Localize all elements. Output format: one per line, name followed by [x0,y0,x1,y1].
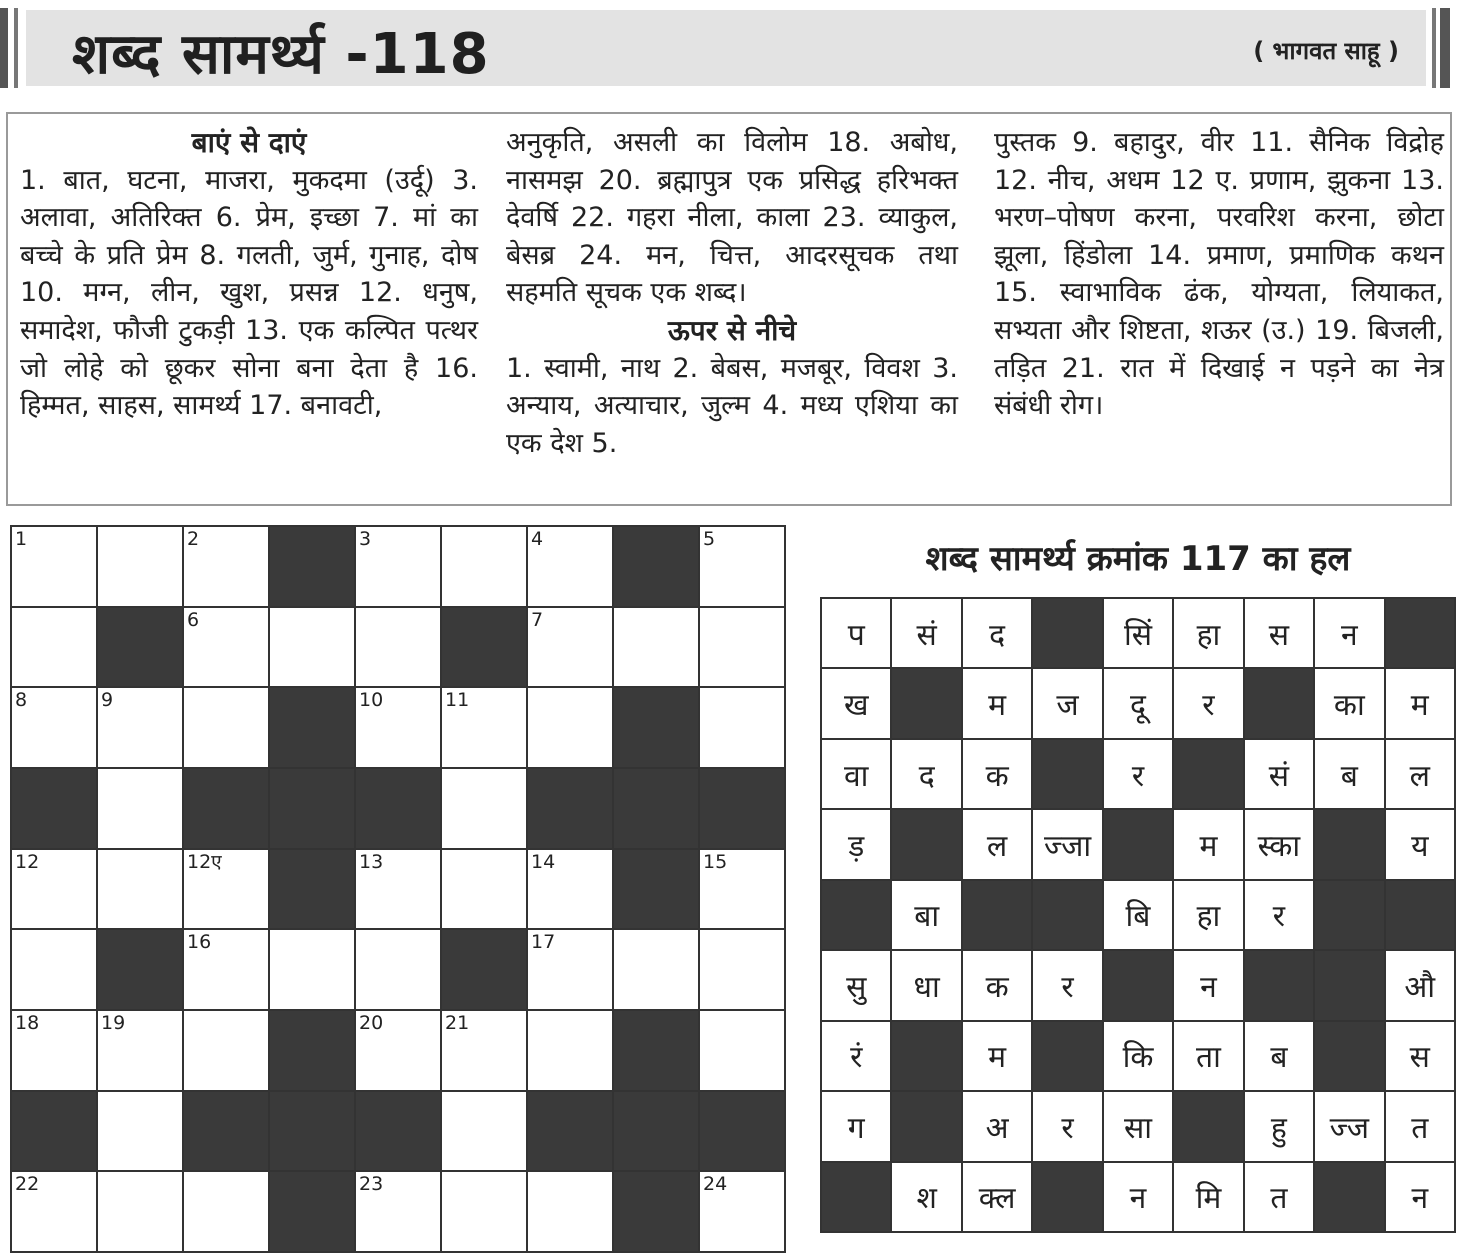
solution-letter: हु [1245,1092,1313,1160]
solution-letter: ल [963,810,1031,878]
solution-black-cell [1033,1022,1101,1090]
across-clues-part-1: 1. बात, घटना, माजरा, मुकदमा (उर्दू) 3. अलावा, अतिरिक्त 6. प्रेम, इच्छा 7. मां का बच्चे के प्रति प्रेम 8. गलती, जुर्म, गुनाह, दोष 10. मग्न, लीन, खुश, प्रसन्न 12. धनुष, समादेश, फौजी टुकड़ी 13. एक कल्पित पत्थर जो लोहे को छूकर सोना बना देता है 16. हिम्मत, साहस, सामर्थ्य 17. बनावटी, [20,164,478,422]
solution-letter: ज [1033,669,1101,737]
answer-cell[interactable] [700,1172,784,1251]
answer-cell[interactable] [12,850,96,929]
clue-number: 14 [531,850,556,873]
solution-letter: ज्जा [1033,810,1101,878]
solution-letter: ड़ [822,810,890,878]
clue-number: 22 [15,1173,40,1196]
solution-black-cell [1386,881,1454,949]
solution-letter: र [1245,881,1313,949]
solution-letter: औ [1386,951,1454,1019]
solution-letter: बि [1104,881,1172,949]
solution-black-cell [1315,951,1383,1019]
solution-letter: सं [892,599,960,667]
clue-number: 15 [703,850,728,873]
solution-letter: म [963,1022,1031,1090]
answer-cell[interactable] [184,930,268,1009]
answer-cell[interactable] [356,930,440,1009]
solution-letter: ब [1315,740,1383,808]
black-cell [12,769,96,848]
answer-cell[interactable] [98,850,182,929]
clue-number: 16 [187,931,212,954]
clue-number: 23 [359,1173,384,1196]
solution-letter: क्ल [963,1163,1031,1231]
answer-cell[interactable] [700,850,784,929]
answer-cell[interactable] [356,688,440,767]
down-clues-part-1: 1. स्वामी, नाथ 2. बेबस, मजबूर, विवश 3. अन्याय, अत्याचार, जुल्म 4. मध्य एशिया का एक देश 5. [506,352,958,459]
solution-letter: हा [1174,599,1242,667]
solution-black-cell [1033,881,1101,949]
solution-letter: ल [1386,740,1454,808]
black-cell [184,769,268,848]
solution-letter: र [1104,740,1172,808]
solution-black-cell [1033,1163,1101,1231]
solution-title: शब्द सामर्थ्य क्रमांक 117 का हल [925,539,1351,579]
answer-cell[interactable] [700,608,784,687]
black-cell [614,850,698,929]
solution-letter: सं [1245,740,1313,808]
answer-cell[interactable] [356,527,440,606]
down-heading: ऊपर से नीचे [667,313,797,347]
solution-letter: कि [1104,1022,1172,1090]
solution-letter: सिं [1104,599,1172,667]
black-cell [184,1092,268,1171]
answer-cell[interactable] [442,850,526,929]
left-rule-thin [14,8,18,88]
black-cell [270,769,354,848]
solution-black-cell [1245,951,1313,1019]
solution-black-cell [1104,810,1172,878]
clue-number: 12ए [187,850,222,873]
solution-black-cell [1174,740,1242,808]
answer-cell[interactable] [270,608,354,687]
black-cell [270,1092,354,1171]
solution-black-cell [892,810,960,878]
clue-number: 1 [15,528,28,550]
clues-column-2 [506,124,958,462]
answer-cell[interactable] [98,1011,182,1090]
solution-letter: रं [822,1022,890,1090]
solution-black-cell [963,881,1031,949]
answer-cell[interactable] [700,1011,784,1090]
answer-cell[interactable] [614,608,698,687]
answer-cell[interactable] [12,1011,96,1090]
clue-number: 21 [445,1011,470,1034]
answer-cell[interactable] [528,850,612,929]
answer-cell[interactable] [12,527,96,606]
solution-letter: का [1315,669,1383,737]
black-cell [98,608,182,687]
solution-letter: धा [892,951,960,1019]
answer-cell[interactable] [528,527,612,606]
down-clues-part-2: पुस्तक 9. बहादुर, वीर 11. सैनिक विद्रोह 12. नीच, अधम 12 ए. प्रणाम, झुकना 13. भरण–पोषण करना, परवरिश करना, छोटा झूला, हिंडोला 14. प्रमाण, प्रमाणिक कथन 15. स्वाभाविक ढंक, योग्यता, लियाकत, सभ्यता और शिष्टता, शऊर (उ.) 19. बिजली, तड़ित 21. रात में दिखाई न पड़ने का नेत्र संबंधी रोग। [994,127,1444,422]
black-cell [270,850,354,929]
solution-letter: न [1104,1163,1172,1231]
solution-black-cell [1315,1022,1383,1090]
answer-cell[interactable] [98,769,182,848]
answer-cell[interactable] [12,1172,96,1251]
solution-letter: मि [1174,1163,1242,1231]
across-heading: बाएं से दाएं [191,126,307,159]
solution-letter: म [963,669,1031,737]
solution-black-cell [1315,810,1383,878]
answer-cell[interactable] [528,930,612,1009]
answer-cell[interactable] [184,527,268,606]
solution-black-cell [1033,740,1101,808]
answer-cell[interactable] [12,688,96,767]
black-cell [700,1092,784,1171]
answer-cell[interactable] [700,930,784,1009]
solution-grid [820,597,1456,1233]
clues-column-1 [20,124,478,425]
solution-letter: क [963,740,1031,808]
answer-cell[interactable] [270,930,354,1009]
black-cell [12,1092,96,1171]
solution-letter: त [1245,1163,1313,1231]
solution-black-cell [1245,669,1313,737]
solution-black-cell [892,1022,960,1090]
answer-cell[interactable] [442,527,526,606]
solution-letter: न [1386,1163,1454,1231]
answer-cell[interactable] [528,608,612,687]
solution-letter: श [892,1163,960,1231]
black-cell [528,1092,612,1171]
black-cell [614,1172,698,1251]
clue-number: 11 [445,689,470,712]
solution-letter: सा [1104,1092,1172,1160]
solution-letter: हा [1174,881,1242,949]
solution-letter: स्का [1245,810,1313,878]
right-rule-thin [1432,8,1436,88]
solution-letter: ता [1174,1022,1242,1090]
black-cell [270,527,354,606]
solution-letter: सु [822,951,890,1019]
black-cell [442,930,526,1009]
clues-panel [6,112,1452,506]
answer-cell[interactable] [356,1011,440,1090]
answer-cell[interactable] [442,1092,526,1171]
solution-letter: ज्ज [1315,1092,1383,1160]
solution-letter: द [963,599,1031,667]
answer-cell[interactable] [184,688,268,767]
clue-number: 9 [101,689,114,712]
answer-cell[interactable] [528,1172,612,1251]
solution-letter: प [822,599,890,667]
black-cell [270,1011,354,1090]
solution-letter: र [1174,669,1242,737]
solution-black-cell [892,1092,960,1160]
clue-number: 18 [15,1011,40,1034]
solution-black-cell [1386,599,1454,667]
solution-letter: त [1386,1092,1454,1160]
answer-cell[interactable] [442,688,526,767]
clue-number: 19 [101,1011,126,1034]
solution-letter: म [1174,810,1242,878]
answer-cell[interactable] [700,688,784,767]
clue-number: 3 [359,528,372,550]
page-title: शब्द सामर्थ्य -118 [72,22,490,87]
answer-cell[interactable] [442,1011,526,1090]
clues-column-3 [994,124,1444,425]
clue-number: 24 [703,1173,728,1196]
black-cell [270,1172,354,1251]
clue-number: 12 [15,850,40,873]
clue-number: 13 [359,850,384,873]
solution-black-cell [822,881,890,949]
clue-number: 7 [531,608,544,631]
black-cell [98,930,182,1009]
answer-cell[interactable] [98,1092,182,1171]
solution-letter: ख [822,669,890,737]
clue-number: 2 [187,528,200,550]
answer-cell[interactable] [614,930,698,1009]
answer-cell[interactable] [98,1172,182,1251]
clue-number: 8 [15,689,28,712]
black-cell [442,608,526,687]
answer-cell[interactable] [442,1172,526,1251]
answer-cell[interactable] [442,769,526,848]
clue-number: 5 [703,528,716,550]
solution-letter: स [1386,1022,1454,1090]
black-cell [614,769,698,848]
answer-cell[interactable] [356,850,440,929]
solution-letter: अ [963,1092,1031,1160]
solution-black-cell [822,1163,890,1231]
black-cell [270,688,354,767]
solution-black-cell [1174,1092,1242,1160]
answer-cell[interactable] [528,1011,612,1090]
answer-cell[interactable] [184,1172,268,1251]
right-rule [1440,8,1450,88]
black-cell [528,769,612,848]
answer-cell[interactable] [528,688,612,767]
solution-letter: म [1386,669,1454,737]
answer-cell[interactable] [184,1011,268,1090]
black-cell [614,1092,698,1171]
black-cell [614,688,698,767]
solution-letter: र [1033,951,1101,1019]
solution-letter: न [1174,951,1242,1019]
solution-letter: वा [822,740,890,808]
solution-black-cell [1315,1163,1383,1231]
clue-number: 17 [531,931,556,954]
solution-letter: र [1033,1092,1101,1160]
solution-black-cell [1104,951,1172,1019]
clue-number: 4 [531,528,544,550]
answer-cell[interactable] [700,527,784,606]
answer-cell[interactable] [184,850,268,929]
black-cell [356,769,440,848]
answer-cell[interactable] [184,608,268,687]
solution-black-cell [892,669,960,737]
solution-letter: दू [1104,669,1172,737]
answer-cell[interactable] [98,527,182,606]
answer-cell[interactable] [98,688,182,767]
left-rule [0,8,8,88]
solution-letter: न [1315,599,1383,667]
answer-cell[interactable] [356,1172,440,1251]
answer-cell[interactable] [356,608,440,687]
black-cell [700,769,784,848]
solution-letter: य [1386,810,1454,878]
black-cell [614,527,698,606]
black-cell [356,1092,440,1171]
solution-letter: क [963,951,1031,1019]
clue-number: 6 [187,608,200,631]
solution-black-cell [1315,881,1383,949]
solution-letter: स [1245,599,1313,667]
solution-letter: द [892,740,960,808]
solution-black-cell [1033,599,1101,667]
black-cell [614,1011,698,1090]
crossword-grid [10,525,786,1253]
solution-letter: बा [892,881,960,949]
answer-cell[interactable] [12,608,96,687]
author-credit: ( भागवत साहू ) [1253,37,1399,65]
answer-cell[interactable] [12,930,96,1009]
clue-number: 10 [359,689,384,712]
solution-letter: ब [1245,1022,1313,1090]
across-clues-part-2: अनुकृति, असली का विलोम 18. अबोध, नासमझ 20. ब्रह्मापुत्र एक प्रसिद्ध हरिभक्त देवर्षि 22. गहरा नीला, काला 23. व्याकुल, बेसब्र 24. मन, चित्त, आदरसूचक तथा सहमति सूचक एक शब्द। [506,127,958,309]
clue-number: 20 [359,1011,384,1034]
solution-letter: ग [822,1092,890,1160]
